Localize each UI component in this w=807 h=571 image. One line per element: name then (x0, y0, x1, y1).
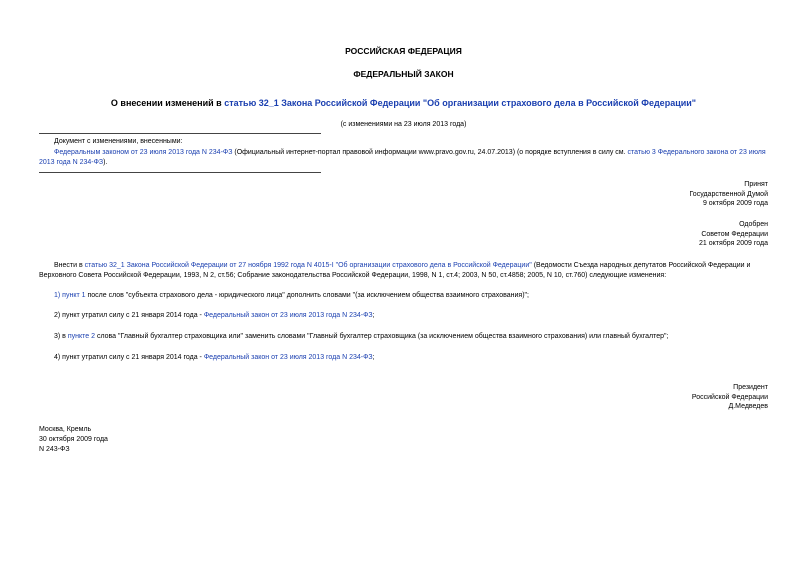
item1-num[interactable]: 1) (54, 292, 63, 299)
list-item (54, 291, 529, 301)
item1-link[interactable]: пункт 1 (62, 292, 86, 299)
adopted-line3: 9 октября 2009 года (702, 200, 768, 207)
title-prefix: О внесении изменений в (110, 98, 225, 108)
changes-text-part1: (Официальный интернет-портал правовой информации www.pravo.gov.ru, 24.07.2013) (о порядке вступления в силу см. (232, 149, 628, 156)
intro-law-link[interactable]: статью 32_1 Закона Российской Федерации от 27 ноября 1992 года N 4015-I "Об организации страхового дела в Российской Федерации" (84, 262, 532, 269)
entry-into-force-link[interactable]: статью 3 Федерального закона от 23 июля 2013 года N 234-ФЗ (39, 149, 766, 166)
changes-text (39, 148, 770, 168)
place-date-block (39, 425, 108, 455)
amended-note: (с изменениями на 23 июля 2013 года) (340, 121, 467, 128)
item2-end: ; (372, 312, 375, 319)
approved-line3: 21 октября 2009 года (699, 240, 768, 247)
divider-bottom (39, 172, 321, 173)
item4-link[interactable]: Федеральный закон от 23 июля 2013 года N 234-ФЗ (203, 354, 373, 361)
intro-text1: Внести в (54, 262, 85, 269)
title-article-link[interactable]: статью 32_1 Закона Российской Федерации "Об организации страхового дела в Российской Федерации" (224, 98, 697, 108)
adopted-line1: Принят (744, 181, 768, 188)
signature-line3: Д.Медведев (728, 403, 768, 410)
approved-line1: Одобрен (739, 221, 768, 228)
item3-text: слова "Главный бухгалтер страховщика или" заменить словами "Главный бухгалтер страховщика (за исключением общества взаимного страхования) или главный бухгалтер"; (95, 333, 669, 340)
item2-link[interactable]: Федеральный закон от 23 июля 2013 года N 234-ФЗ (203, 312, 373, 319)
intro-text2: (Ведомости Съезда народных депутатов Российской Федерации и Верховного Совета Российской Федерации, 1993, N 2, ст.56; Собрание законодательства Российской Федерации, 1998, N 1, ст.4; 2003, N 50, ст.4858; 2005, N 10, ст.760) следующие изменения: (39, 262, 751, 279)
item4-text: 4) пункт утратил силу с 21 января 2014 года - (54, 354, 204, 361)
place-line3: N 243-ФЗ (39, 446, 70, 453)
signature-line1: Президент (733, 384, 768, 391)
item3-link[interactable]: пункте 2 (67, 333, 95, 340)
intro-paragraph (39, 261, 770, 281)
law-type-heading: ФЕДЕРАЛЬНЫЙ ЗАКОН (353, 69, 454, 79)
item4-end: ; (372, 354, 375, 361)
list-item (54, 311, 375, 321)
adopted-line2: Государственной Думой (689, 190, 768, 198)
list-item (54, 332, 668, 342)
place-line1: Москва, Кремль (39, 426, 92, 433)
signature-line2: Российской Федерации (691, 393, 768, 401)
approved-line2: Советом Федерации (701, 230, 768, 238)
item3-num: 3) в (54, 333, 68, 340)
item1-text: после слов "субъекта страхового дела - юридического лица" дополнить словами "(за исключением общества взаимного страхования)"; (85, 292, 529, 299)
document-title (0, 98, 807, 108)
country-heading: РОССИЙСКАЯ ФЕДЕРАЦИЯ (345, 46, 462, 56)
place-line2: 30 октября 2009 года (39, 436, 108, 443)
list-item (54, 353, 375, 363)
changes-heading: Документ с изменениями, внесенными: (54, 138, 183, 145)
adopted-block (689, 180, 768, 209)
changes-text-part2: ). (103, 159, 108, 166)
signature-block (692, 383, 768, 412)
item2-text: 2) пункт утратил силу с 21 января 2014 года - (54, 312, 204, 319)
divider-top (39, 133, 321, 134)
approved-block (699, 220, 768, 249)
amending-law-link[interactable]: Федеральным законом от 23 июля 2013 года N 234-ФЗ (54, 149, 233, 156)
